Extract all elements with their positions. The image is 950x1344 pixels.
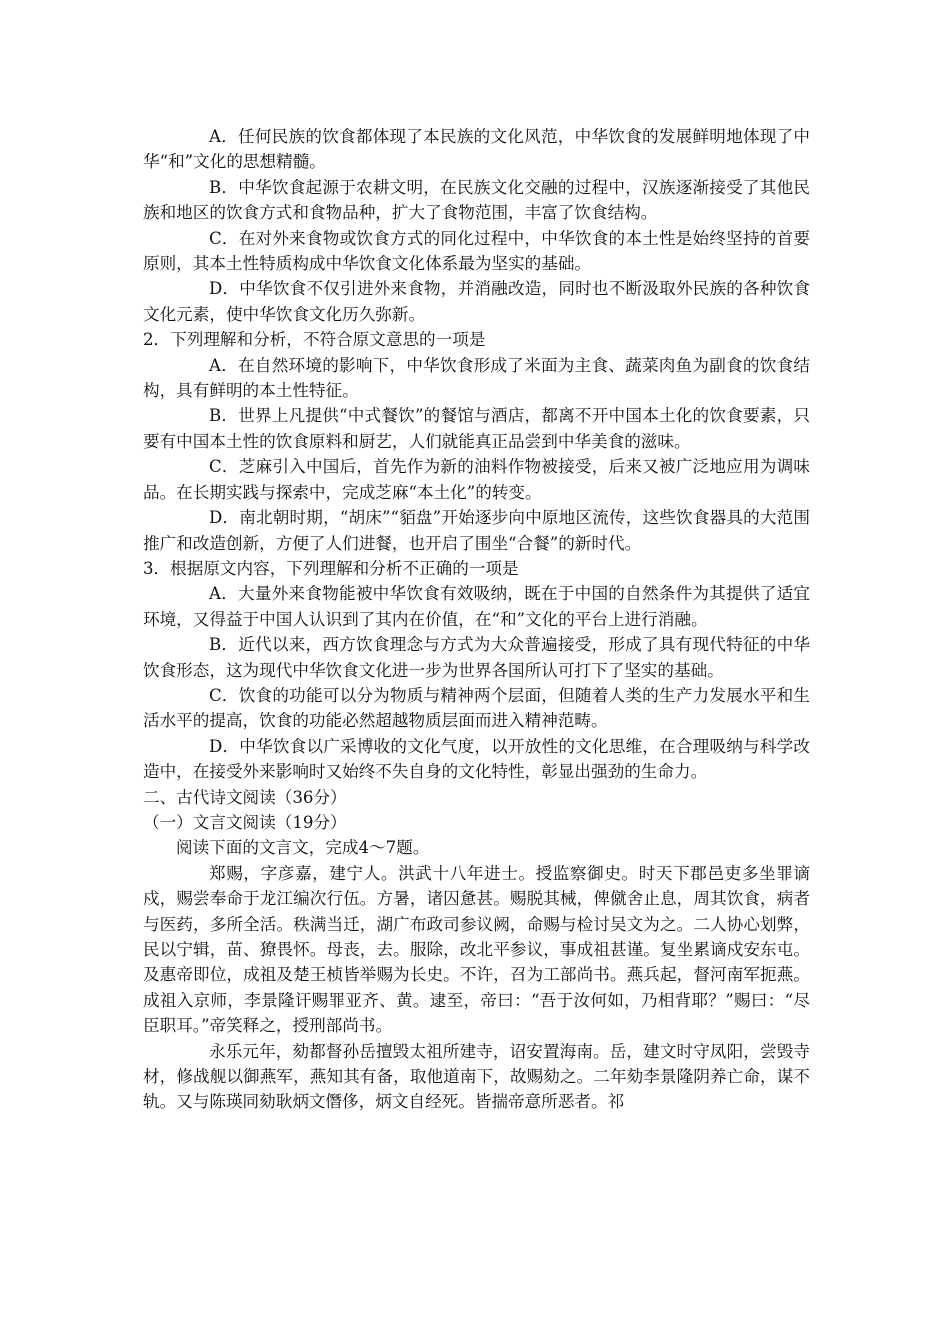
q3-option-d: D．中华饮食以广采博收的文化气度，以开放性的文化思维，在合理吸纳与科学改造中，在接受外来影响时又始终不失自身的文化特性，彰显出强劲的生命力。	[143, 736, 810, 782]
q3-option-b: B．近代以来，西方饮食理念与方式为大众普遍接受，形成了具有现代特征的中华饮食形态，这为现代中华饮食文化进一步为世界各国所认可打下了坚实的基础。	[143, 635, 810, 680]
q3-option-a: A．大量外来食物能被中华饮食有效吸纳，既在于中国的自然条件为其提供了适宜环境，又得益于中国人认识到了其内在价值，在“和”文化的平台上进行消融。	[143, 584, 810, 629]
q2-option-a: A．在自然环境的影响下，中华饮食形成了米面为主食、蔬菜肉鱼为副食的饮食结构，具有鲜明的本土性特征。	[143, 355, 810, 401]
q2-option-b: B．世界上凡提供“中式餐饮”的餐馆与酒店，都离不开中国本土化的饮食要素，只要有中国本土性的饮食原料和厨艺，人们就能真正品尝到中华美食的滋味。	[143, 406, 810, 451]
q3-option-c: C．饮食的功能可以分为物质与精神两个层面，但随着人类的生产力发展水平和生活水平的提高，饮食的功能必然超越物质层面而进入精神范畴。	[143, 685, 810, 731]
q2-option-c: C．芝麻引入中国后，首先作为新的油料作物被接受，后来又被广泛地应用为调味品。在长期实践与探索中，完成芝麻“本土化”的转变。	[143, 457, 810, 502]
q1-option-d: D．中华饮食不仅引进外来食物，并消融改造，同时也不断汲取外民族的各种饮食文化元素，使中华饮食文化历久弥新。	[143, 279, 810, 324]
passage-paragraph-2: 永乐元年，劾都督孙岳擅毁太祖所建寺，诏安置海南。岳，建文时守凤阳，尝毁寺材，修战舰以御燕军，燕知其有备，取他道南下，故赐劾之。二年劾李景隆阴养亡命，谋不轨。又与陈瑛同劾耿炳文僭侈，炳文自经死。皆揣帝意所恶者。祁	[143, 1041, 810, 1112]
q1-option-b: B．中华饮食起源于农耕文明，在民族文化交融的过程中，汉族逐渐接受了其他民族和地区的饮食方式和食物品种，扩大了食物范围，丰富了饮食结构。	[143, 177, 810, 223]
q2-stem: 2．下列理解和分析，不符合原文意思的一项是	[143, 330, 486, 350]
q1-option-c: C．在对外来食物或饮食方式的同化过程中，中华饮食的本土性是始终坚持的首要原则，其本土性特质构成中华饮食文化体系最为坚实的基础。	[143, 228, 810, 274]
reading-instruction: 阅读下面的文言文，完成4～7题。	[176, 838, 430, 858]
subsection-title: （一）文言文阅读（19分）	[143, 812, 347, 832]
q1-option-a: A．任何民族的饮食都体现了本民族的文化风范，中华饮食的发展鲜明地体现了中华“和”文化的思想精髓。	[143, 127, 810, 172]
q2-option-d: D．南北朝时期，“胡床”“貊盘”开始逐步向中原地区流传，这些饮食器具的大范围推广和改造创新，方便了人们进餐，也开启了围坐“合餐”的新时代。	[143, 508, 810, 553]
section-title: 二、古代诗文阅读（36分）	[143, 787, 347, 807]
passage-paragraph-1: 郑赐，字彦嘉，建宁人。洪武十八年进士。授监察御史。时天下郡邑吏多坐罪谪戍，赐尝奉命于龙江编次行伍。方暑，诸囚惫甚。赐脱其械，俾僦舍止息，周其饮食，病者与医药，多所全活。秩满当迁，湖广布政司参议阙，命赐与检讨吴文为之。二人协心划弊，民以宁辑，苗、獠畏怀。母丧，去。服除，改北平参议，事成祖甚谨。复坐累谪戍安东屯。及惠帝即位，成祖及楚王桢皆举赐为长史。不许，召为工部尚书。燕兵起，督河南军扼燕。成祖入京师，李景隆讦赐罪亚齐、黄。逮至，帝曰：“吾于汝何如，乃相背耶？”赐曰：“尽臣职耳。”帝笑释之，授刑部尚书。	[143, 863, 810, 1036]
q3-stem: 3．根据原文内容，下列理解和分析不正确的一项是	[143, 558, 519, 578]
exam-page	[143, 124, 810, 1115]
